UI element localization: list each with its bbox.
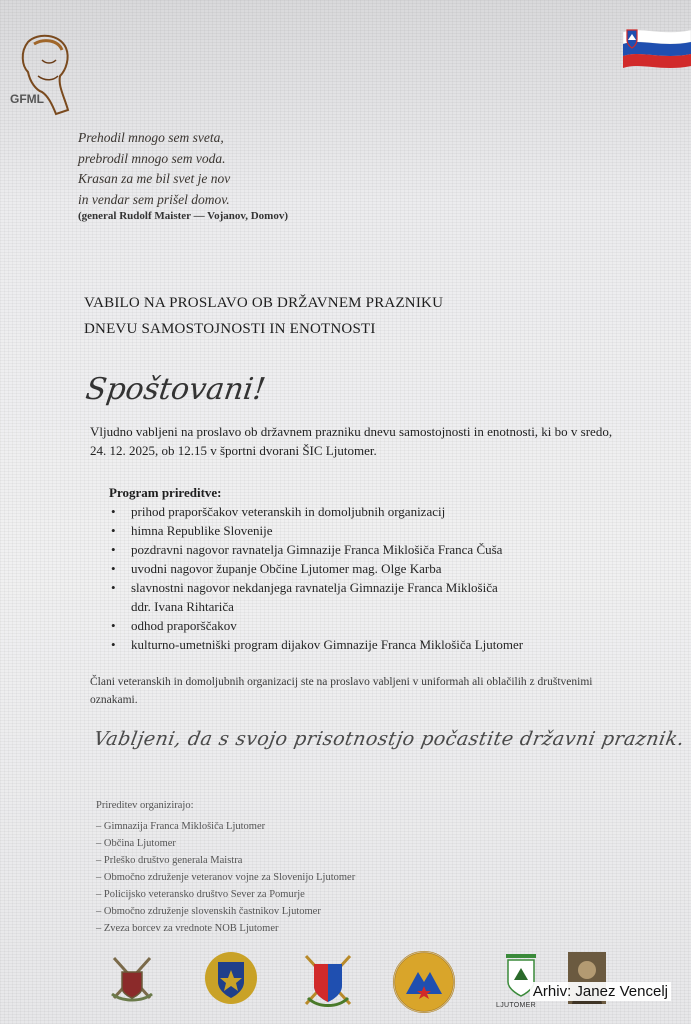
organizer-item: – Prleško društvo generala Maistra [96,852,355,869]
poem-line: in vendar sem prišel domov. [78,191,230,207]
program-title: Program prireditve: [109,485,222,500]
veterans-emblem [104,950,160,1011]
program-item: • kulturno-umetniški program dijakov Gimnazije Franca Miklošiča Ljutomer [110,635,650,654]
program-item: • slavnostni nagovor nekdanjega ravnatelja Gimnazije Franca Miklošiča [110,578,650,597]
triglav-star-icon [392,950,456,1014]
intro-paragraph: Vljudno vabljeni na proslavo ob državnem prazniku dnevu samostojnosti in enotnosti, ki bo v sredo, 24. 12. 2025, ob 12.15 v športni dvorani ŠIC Ljutomer. [90,424,613,458]
shield-star-icon [198,950,264,1006]
ljutomer-coat-of-arms [496,950,540,1011]
title-line-2: DNEVU SAMOSTOJNOSTI IN ENOTNOSTI [84,321,376,337]
program-item: • himna Republike Slovenije [110,521,650,540]
police-veterans-emblem [198,950,264,1011]
flag-icon [611,18,691,68]
poem-attribution: (general Rudolf Maister — Vojanov, Domov) [78,210,289,222]
logo-text: GFML [10,92,44,106]
crossed-swords-shield-icon [300,950,356,1010]
organizer-item: – Zveza borcev za vrednote NOB Ljutomer [96,920,355,937]
poem-line: Krasan za me bil svet je nov [78,171,231,186]
archive-credit: Arhiv: Janez Vencelj [530,982,671,1001]
officers-emblem [300,950,356,1015]
organizer-item: – Območno združenje veteranov vojne za Slovenijo Ljutomer [96,869,355,886]
program-item-continuation: ddr. Ivana Rihtariča [131,599,234,614]
program-item: • prihod praporščakov veteranskih in domoljubnih organizacij [110,502,650,521]
poem-line: prebrodil mnogo sem voda. [78,150,226,166]
organizers-title: Prireditev organizirajo: [96,800,194,811]
crossed-swords-icon [104,950,160,1006]
greeting: Spoštovani! [83,372,268,407]
program-item: • uvodni nagovor županje Občine Ljutomer mag. Olge Karba [110,559,650,578]
title-line-1: VABILO NA PROSLAVO OB DRŽAVNEM PRAZNIKU [84,295,444,311]
gfml-logo [8,30,78,120]
invitation-line: Vabljeni, da s svojo prisotnostjo počastite državni praznik. [92,728,687,750]
organizer-item: – Območno združenje slovenskih častnikov Ljutomer [96,903,355,920]
program-item: • pozdravni nagovor ravnatelja Gimnazije Franca Miklošiča Franca Čuša [110,540,650,559]
ljutomer-label: LJUTOMER [496,1002,536,1009]
organizer-item: – Občina Ljutomer [96,835,355,852]
poem-line: Prehodil mnogo sem sveta, [78,130,224,145]
poem [78,128,230,210]
organizer-item: – Gimnazija Franca Miklošiča Ljutomer [96,818,355,835]
organizers-list [96,818,355,937]
organizer-item: – Policijsko veteransko društvo Sever za Pomurje [96,886,355,903]
program-item: • odhod praporščakov [110,616,650,635]
war-veterans-emblem [392,950,456,1019]
portrait-icon [8,30,78,120]
invitation-title [84,290,443,342]
members-note: Člani veteranskih in domoljubnih organizacij ste na proslavo vabljeni v uniformah ali oblačilih z društvenimi oznakami. [90,676,593,706]
program-list [110,502,650,654]
slovenian-flag [611,18,691,68]
